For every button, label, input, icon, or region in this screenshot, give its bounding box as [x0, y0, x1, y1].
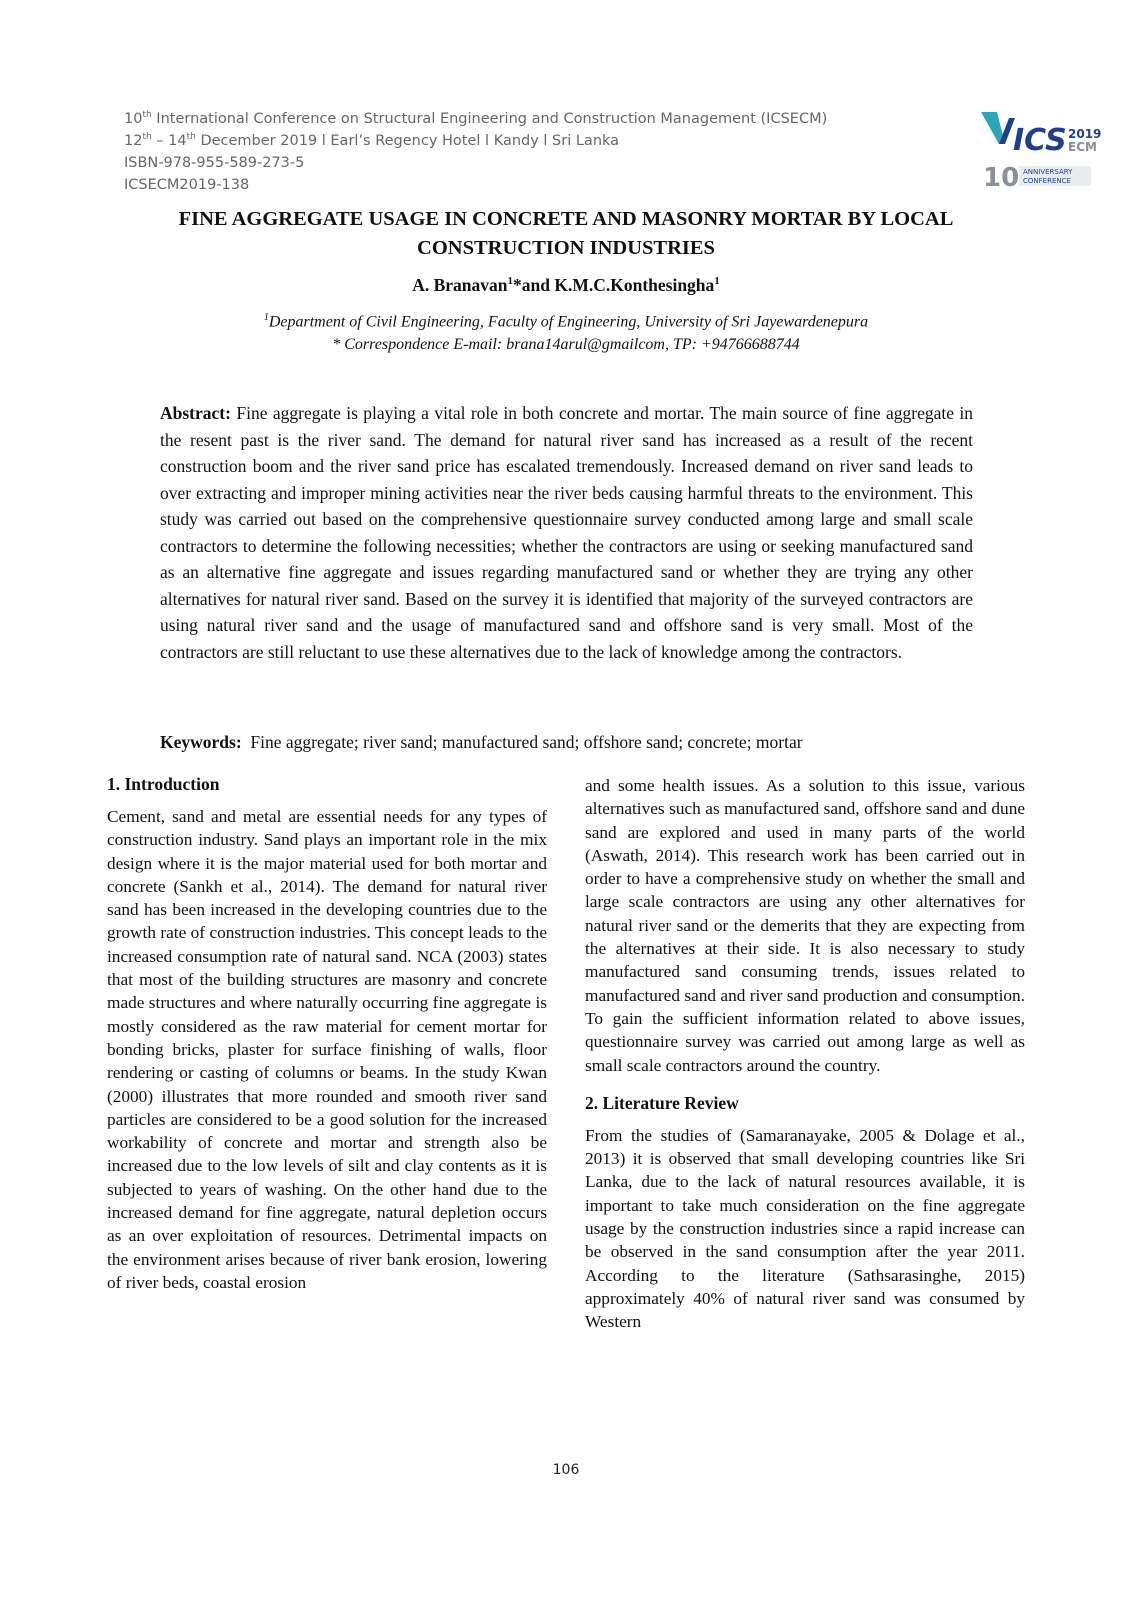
left-column: [107, 774, 547, 1294]
introduction-heading: 1. Introduction: [107, 774, 220, 794]
logo-anniversary-number: 10: [983, 163, 1020, 193]
abstract-label: Abstract:: [160, 403, 231, 423]
keywords: [160, 732, 973, 753]
correspondence: * Correspondence E-mail: brana14arul@gmailcom, TP: +94766688744: [332, 336, 800, 354]
conference-name: 10th International Conference on Structural Engineering and Construction Management (ICSECM): [124, 110, 828, 127]
literature-heading: 2. Literature Review: [585, 1092, 739, 1113]
right-column: [585, 774, 1025, 1334]
literature-text: From the studies of (Samaranayake, 2005 & Dolage et al., 2013) it is observed that small developing countries like Sri Lanka, due to the lack of natural resources available, it is important to take much consideration on the fine aggregate usage by the construction industries since a rapid increase can be observed in the sand consumption after the year 2011. According to the literature (Sathsarasinghe, 2015) approximately 40% of natural river sand was consumed by Western: [585, 1125, 1025, 1332]
logo-anniversary-line1: ANNIVERSARY: [1023, 168, 1073, 176]
authors: A. Branavan$^1$*and K.M.C.Konthesingha$^1$: [412, 275, 720, 295]
abstract-text: Fine aggregate is playing a vital role in both concrete and mortar. The main source of fine aggregate in the resent past is the river sand. The demand for natural river sand has increased as a result of the recent construction boom and the river sand price has escalated tremendously. Increased demand on river sand leads to over extracting and improper mining activities near the river beds causing harmful threats to the environment. This study was carried out based on the comprehensive questionnaire survey conducted among large and small scale contractors to determine the following necessities; whether the contractors are using or seeking manufactured sand as an alternative fine aggregate and issues regarding manufactured sand or whether they are trying any other alternatives for natural river sand. Based on the survey it is identified that majority of the surveyed contractors are using natural river sand and the usage of manufactured sand and offshore sand is very small. Most of the contractors are still reluctant to use these alternatives due to the lack of knowledge among the contractors.: [160, 403, 973, 662]
logo-main-text: ICS: [1013, 123, 1067, 158]
introduction-text: Cement, sand and metal are essential needs for any types of construction industry. Sand plays an important role in the mix design where it is the major material used for both mortar and concrete (Sankh et al., 2014). The demand for natural river sand has been increased in the developing countries due to the growth rate of construction industries. This concept leads to the increased consumption rate of natural sand. NCA (2003) states that most of the building structures are masonry and concrete made structures and where naturally occurring fine aggregate is mostly considered as the raw material for cement mortar for bonding bricks, plaster for surface finishing of walls, floor rendering or casting of columns or beams. In the study Kwan (2000) illustrates that more rounded and smooth river sand particles are considered to be a good solution for the increased workability of concrete and mortar and strength also be increased due to the low levels of silt and clay contents as it is subjected to years of washing. On the other hand due to the increased demand for fine aggregate, natural depletion occurs as an over exploitation of resources. Detrimental impacts on the environment arises because of river bank erosion, lowering of river beds, coastal erosion: [107, 807, 547, 1292]
logo-year: 2019: [1068, 127, 1102, 141]
keywords-text: Fine aggregate; river sand; manufactured sand; offshore sand; concrete; mortar: [241, 732, 803, 752]
department: $^1$Department of Civil Engineering, Faculty of Engineering, University of Sri Jayewardenepura: [263, 312, 869, 331]
affiliation: [110, 306, 1022, 356]
page-number: 106: [552, 1462, 580, 1478]
conference-header: [124, 108, 827, 196]
abstract: [160, 400, 973, 665]
logo-anniversary-line2: CONFERENCE: [1023, 177, 1071, 185]
isbn: ISBN-978-955-589-273-5: [124, 155, 305, 171]
logo-sub: ECM: [1068, 140, 1097, 154]
introduction-continuation: and some health issues. As a solution to this issue, various alternatives such as manufactured sand, offshore sand and dune sand are explored and used in many parts of the world (Aswath, 2014). This research work has been carried out in order to have a comprehensive study on whether the small and large scale contractors are using any other alternatives for natural river sand or the demerits that they are expecting from the alternatives at their side. It is also necessary to study manufactured sand consuming trends, issues related to manufactured sand and river sand production and consumption. To gain the sufficient information related to above issues, questionnaire survey was carried out among large as well as small scale contractors around the country.: [585, 776, 1025, 1075]
keywords-label: Keywords:: [160, 732, 242, 752]
conference-date-venue: 12th – 14th December 2019 l Earl’s Regency Hotel l Kandy l Sri Lanka: [124, 132, 620, 149]
conference-logo: [975, 104, 1103, 194]
paper-id: ICSECM2019-138: [124, 177, 250, 193]
paper-title: FINE AGGREGATE USAGE IN CONCRETE AND MASONRY MORTAR BY LOCAL CONSTRUCTION INDUSTRIES: [178, 208, 954, 259]
